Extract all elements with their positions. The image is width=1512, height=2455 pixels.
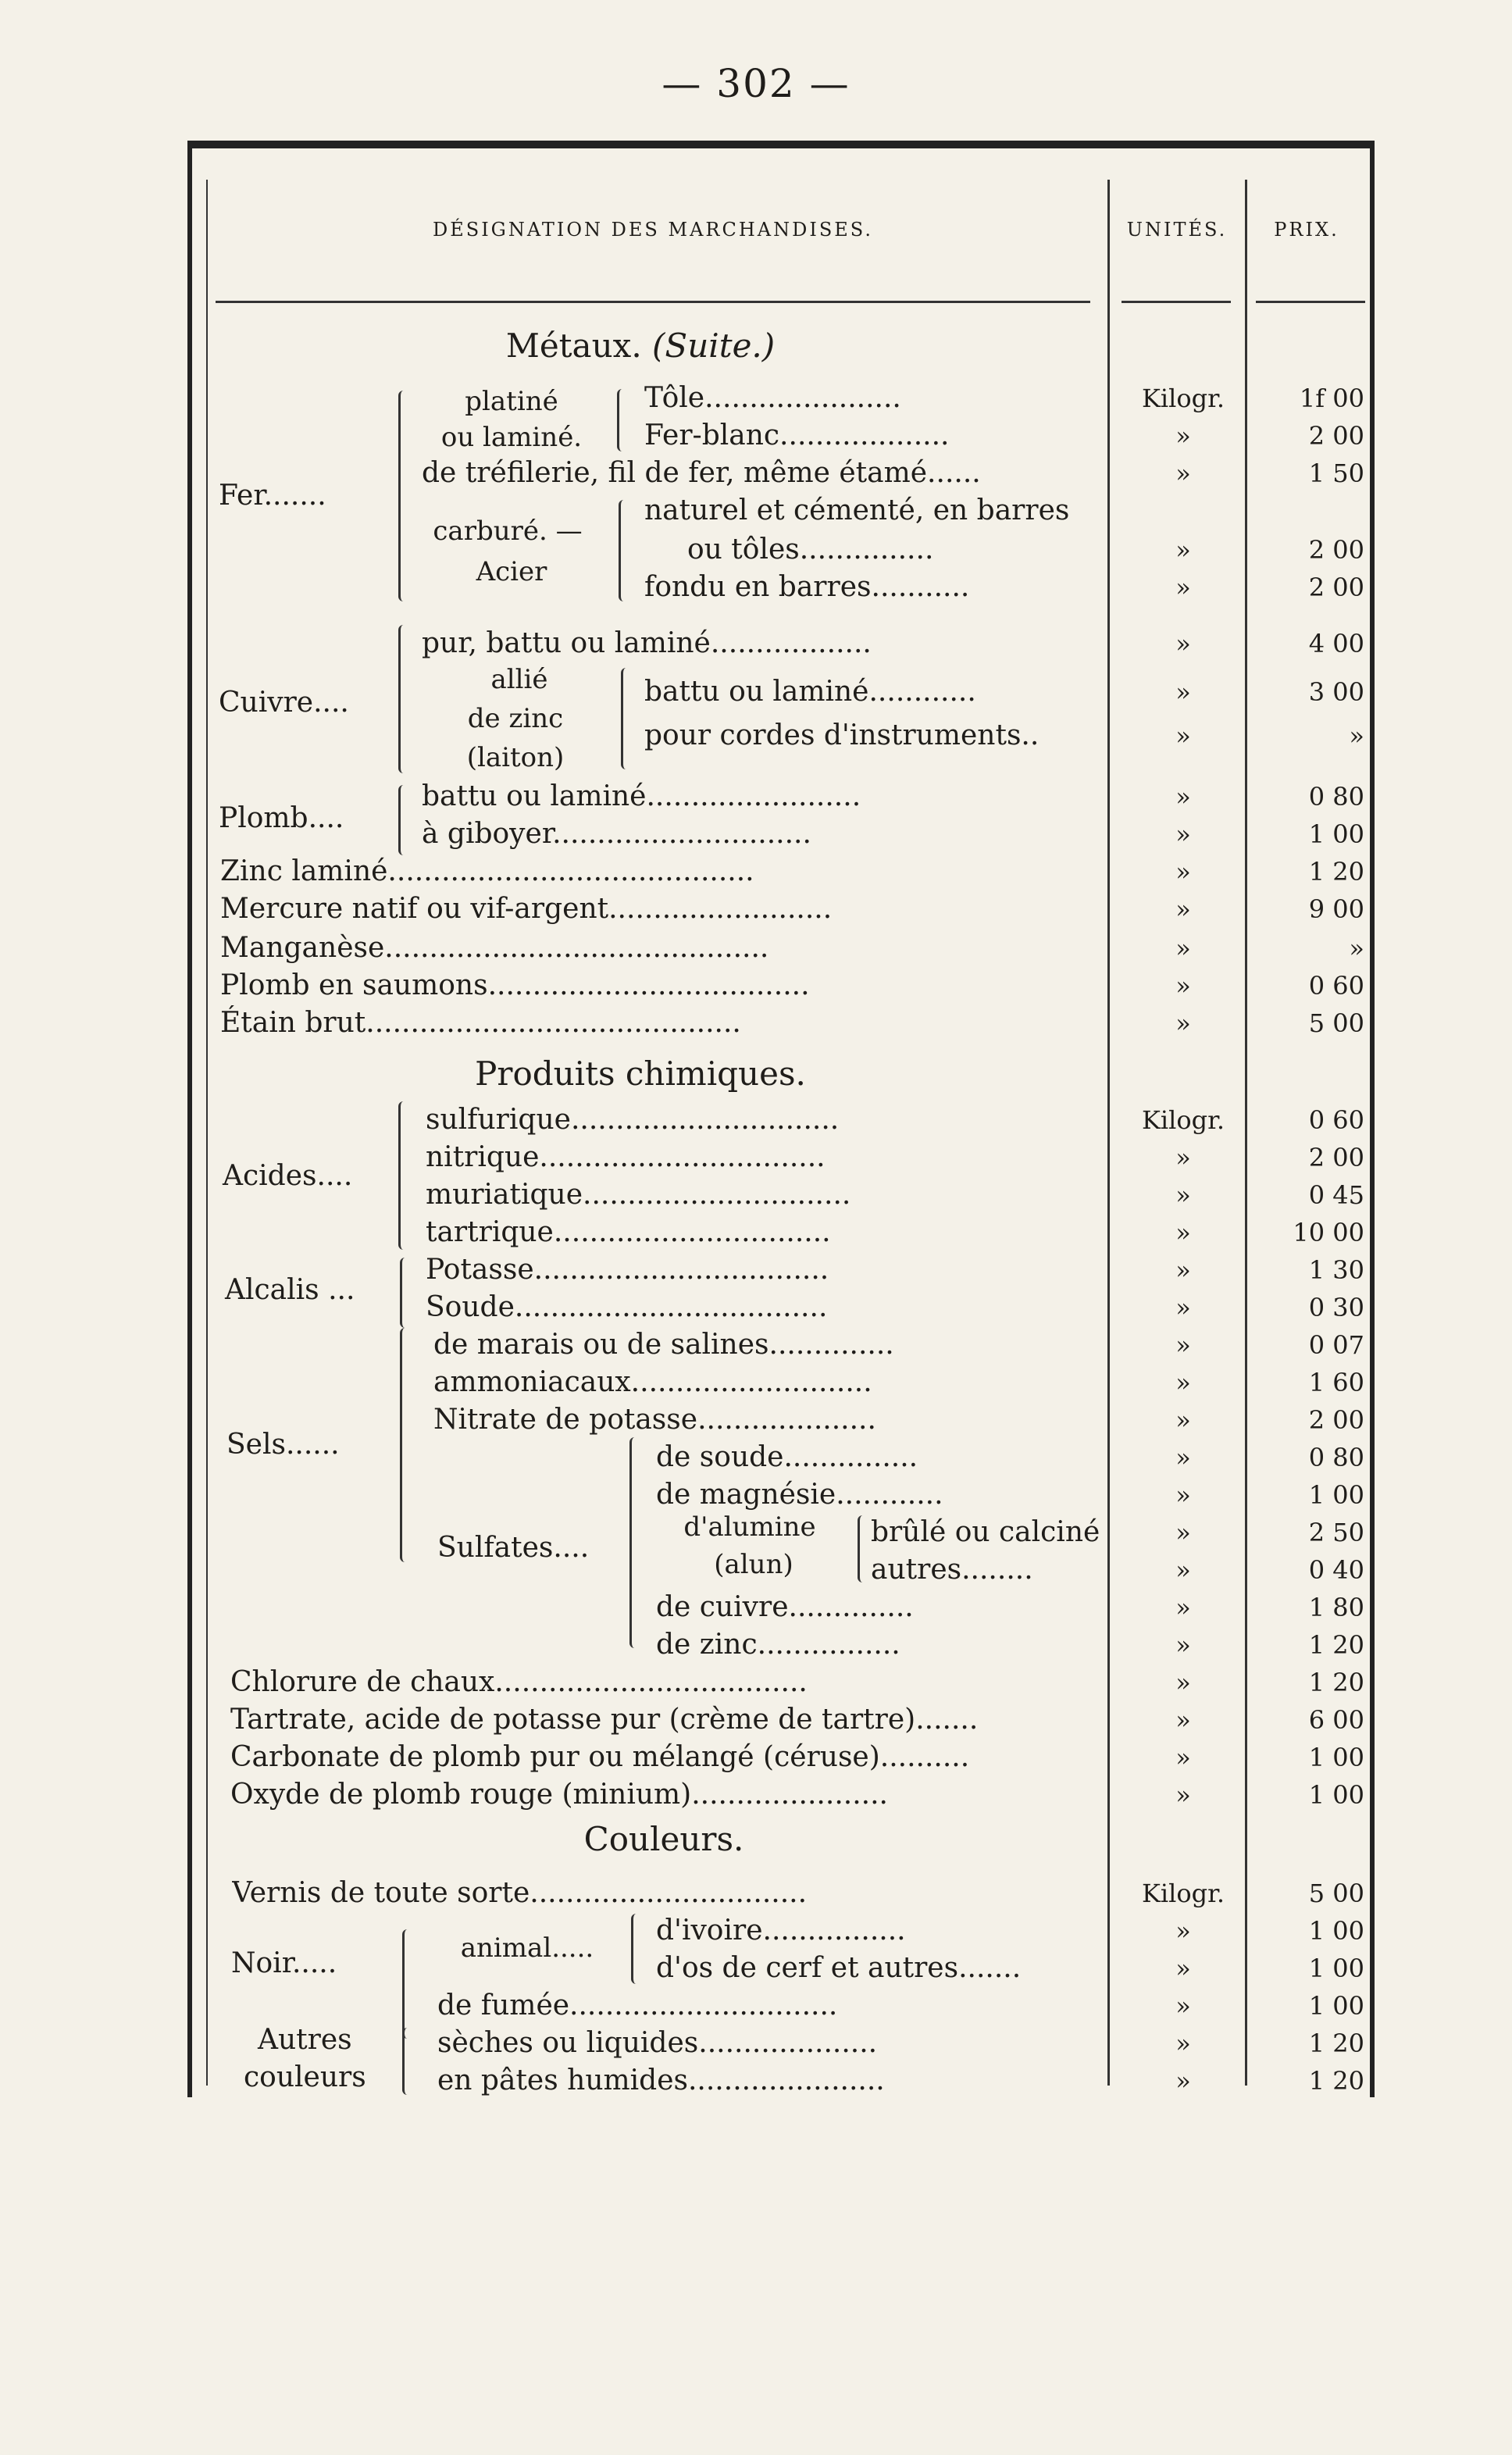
label-carbure: carburé. —: [433, 516, 583, 547]
header-designation: DÉSIGNATION DES MARCHANDISES.: [433, 219, 873, 241]
label-alumine: d'alumine: [683, 1511, 816, 1543]
row-label: naturel et cémenté, en barres: [644, 494, 1070, 526]
row-label: ou tôles...............: [687, 533, 934, 566]
row-price: 1 20: [1308, 2029, 1364, 2058]
row-label: pur, battu ou laminé..................: [422, 627, 872, 659]
row-label: Potasse.................................: [426, 1254, 829, 1286]
row-unit: »: [1175, 1368, 1191, 1397]
section-metaux-title: Métaux.: [505, 327, 642, 365]
row-label: Vernis de toute sorte...............................: [232, 1877, 808, 1909]
row-price: 1 60: [1308, 1368, 1364, 1397]
table-row: [0, 1364, 1512, 1401]
row-unit: »: [1175, 857, 1191, 887]
table-row: [0, 1626, 1512, 1664]
header-rule-designation: [216, 301, 1090, 303]
row-unit: »: [1175, 1518, 1191, 1547]
row-label: tartrique...............................: [426, 1216, 831, 1248]
table-row: [0, 531, 1512, 569]
row-price: »: [1349, 933, 1364, 963]
row-unit: »: [1175, 1954, 1191, 1983]
row-price: 3 00: [1308, 677, 1364, 707]
row-price: 0 45: [1308, 1180, 1364, 1210]
table-row: [0, 1401, 1512, 1439]
table-row: [0, 1987, 1512, 2025]
row-unit: »: [1175, 629, 1191, 658]
row-label: de marais ou de salines..............: [433, 1329, 894, 1361]
table-row: [0, 815, 1512, 853]
row-price: 0 80: [1308, 1443, 1364, 1472]
table-row: [0, 1004, 1512, 1042]
table-row: [0, 1875, 1512, 1912]
table-row: [0, 1139, 1512, 1176]
row-price: 2 00: [1308, 573, 1364, 602]
row-unit: »: [1175, 1443, 1191, 1472]
row-unit: Kilogr.: [1141, 384, 1225, 413]
table-row: [0, 492, 1512, 530]
row-label: Mercure natif ou vif-argent.........................: [220, 893, 833, 925]
row-price: 9 00: [1308, 894, 1364, 924]
row-price: 1 20: [1308, 1668, 1364, 1697]
row-unit: »: [1175, 2029, 1191, 2058]
row-unit: Kilogr.: [1141, 1105, 1225, 1135]
table-row: [0, 569, 1512, 606]
row-unit: »: [1175, 1705, 1191, 1735]
row-unit: »: [1175, 1743, 1191, 1772]
label-laiton: (laiton): [466, 742, 565, 773]
row-label: de soude...............: [656, 1441, 918, 1473]
row-label: Carbonate de plomb pur ou mélangé (céruse)..........: [230, 1741, 970, 1773]
row-unit: »: [1175, 1593, 1191, 1622]
table-row: [0, 1214, 1512, 1251]
row-unit: »: [1175, 459, 1191, 488]
row-unit: »: [1175, 535, 1191, 565]
row-price: 1 50: [1308, 459, 1364, 488]
table-row: [0, 778, 1512, 815]
row-label: brûlé ou calciné: [871, 1516, 1100, 1548]
section-title-couleurs: Couleurs.: [583, 1820, 744, 1858]
group-cuivre: Cuivre....: [219, 687, 349, 719]
row-label: battu ou laminé........................: [422, 780, 861, 812]
row-price: 2 00: [1308, 1405, 1364, 1435]
table-row: [0, 625, 1512, 662]
table-row: [0, 673, 1512, 711]
row-label: d'ivoire................: [656, 1914, 906, 1947]
row-price: 1 00: [1308, 1954, 1364, 1983]
row-price: 0 40: [1308, 1555, 1364, 1585]
row-price: 1 00: [1308, 1991, 1364, 2021]
row-label: Plomb en saumons....................................: [220, 969, 810, 1001]
row-label: à giboyer.............................: [422, 818, 811, 850]
table-row: [0, 1551, 1512, 1589]
row-price: 1 00: [1308, 1780, 1364, 1810]
row-label: de zinc................: [656, 1629, 900, 1661]
section-title-metaux: [406, 327, 875, 365]
row-unit: »: [1175, 421, 1191, 451]
table-row: [0, 1776, 1512, 1814]
section-title-produits: Produits chimiques.: [475, 1054, 806, 1093]
row-unit: »: [1175, 1255, 1191, 1285]
group-acides: Acides....: [223, 1160, 353, 1192]
label-platine: platiné: [465, 386, 558, 417]
table-row: [0, 890, 1512, 928]
row-unit: »: [1175, 1330, 1191, 1360]
row-unit: »: [1175, 782, 1191, 812]
row-price: 0 60: [1308, 1105, 1364, 1135]
row-price: 0 07: [1308, 1330, 1364, 1360]
table-row: [0, 1476, 1512, 1514]
label-alun: (alun): [714, 1549, 793, 1580]
row-price: 1 00: [1308, 1743, 1364, 1772]
row-label: fondu en barres...........: [644, 571, 970, 603]
table-row: [0, 853, 1512, 890]
table-row: [0, 1176, 1512, 1214]
row-price: 1 20: [1308, 2066, 1364, 2096]
table-row: [0, 930, 1512, 967]
table-row: [0, 717, 1512, 755]
label-animal: animal.....: [460, 1932, 594, 1964]
table-row: [0, 2025, 1512, 2062]
row-label: Manganèse...........................................: [220, 932, 769, 964]
table-row: [0, 1739, 1512, 1776]
row-label: sèches ou liquides....................: [437, 2027, 878, 2059]
row-price: 10 00: [1293, 1218, 1364, 1247]
label-allie: allié: [490, 664, 548, 695]
table-row: [0, 1589, 1512, 1626]
row-unit: »: [1175, 1293, 1191, 1322]
group-autres: Autres: [258, 2024, 352, 2056]
row-label: de tréfilerie, fil de fer, même étamé......: [422, 457, 981, 489]
row-price: 2 00: [1308, 1143, 1364, 1172]
row-price: 1 80: [1308, 1593, 1364, 1622]
row-price: 1 20: [1308, 1630, 1364, 1660]
row-label: de magnésie............: [656, 1479, 943, 1511]
row-label: battu ou laminé............: [644, 676, 976, 708]
row-label: Étain brut..........................................: [220, 1007, 741, 1039]
row-unit: Kilogr.: [1141, 1879, 1225, 1908]
label-acier: Acier: [476, 556, 547, 587]
row-label: Soude...................................: [426, 1291, 828, 1323]
label-de-zinc: de zinc: [467, 703, 564, 734]
row-price: 1 00: [1308, 1916, 1364, 1946]
row-price: 5 00: [1308, 1008, 1364, 1038]
row-price: 6 00: [1308, 1705, 1364, 1735]
group-alcalis: Alcalis ...: [225, 1274, 355, 1306]
row-price: 0 80: [1308, 782, 1364, 812]
row-price: 1 00: [1308, 819, 1364, 849]
row-label: Fer-blanc...................: [644, 419, 950, 451]
row-unit: »: [1175, 1008, 1191, 1038]
table-row: [0, 417, 1512, 455]
table-row: [0, 967, 1512, 1004]
row-price: 1 30: [1308, 1255, 1364, 1285]
row-unit: »: [1175, 1991, 1191, 2021]
row-unit: »: [1175, 1218, 1191, 1247]
row-label: Nitrate de potasse....................: [433, 1404, 876, 1436]
page-number: — 302 —: [662, 61, 850, 106]
row-price: 2 50: [1308, 1518, 1364, 1547]
table-row: [0, 1912, 1512, 1950]
row-label: muriatique..............................: [426, 1179, 851, 1211]
row-unit: »: [1175, 1405, 1191, 1435]
row-label: d'os de cerf et autres.......: [656, 1952, 1022, 1984]
row-unit: »: [1175, 677, 1191, 707]
row-unit: »: [1175, 1630, 1191, 1660]
row-price: 1 20: [1308, 857, 1364, 887]
group-fer: Fer.......: [219, 480, 326, 512]
row-label: de fumée..............................: [437, 1989, 838, 2021]
row-label: Tartrate, acide de potasse pur (crème de tartre).......: [230, 1704, 979, 1736]
group-noir: Noir.....: [231, 1947, 337, 1979]
table-row: [0, 1251, 1512, 1289]
table-row: [0, 2062, 1512, 2100]
row-unit: »: [1175, 1480, 1191, 1510]
header-rule-units: [1122, 301, 1231, 303]
table-row: [0, 1514, 1512, 1551]
row-unit: »: [1175, 1780, 1191, 1810]
row-unit: »: [1175, 971, 1191, 1001]
row-unit: »: [1175, 1555, 1191, 1585]
row-price: 2 00: [1308, 535, 1364, 565]
row-label: sulfurique..............................: [426, 1104, 840, 1136]
group-couleurs: couleurs: [244, 2061, 366, 2093]
table-row: [0, 380, 1512, 417]
header-units: UNITÉS.: [1126, 219, 1228, 241]
group-sels: Sels......: [226, 1429, 340, 1461]
row-price: 1f 00: [1299, 384, 1364, 413]
row-price: 0 60: [1308, 971, 1364, 1001]
row-label: autres........: [871, 1554, 1033, 1586]
row-label: nitrique................................: [426, 1141, 826, 1173]
row-unit: »: [1175, 1668, 1191, 1697]
header-rule-price: [1256, 301, 1365, 303]
row-label: ammoniacaux...........................: [433, 1366, 872, 1398]
row-label: Chlorure de chaux...................................: [230, 1666, 808, 1698]
row-label: Zinc laminé.........................................: [220, 855, 754, 887]
row-unit: »: [1175, 573, 1191, 602]
table-row: [0, 1664, 1512, 1701]
row-unit: »: [1175, 819, 1191, 849]
row-unit: »: [1175, 1143, 1191, 1172]
row-label: de cuivre..............: [656, 1591, 914, 1623]
table-row: [0, 1701, 1512, 1739]
table-row: [0, 455, 1512, 492]
row-label: en pâtes humides......................: [437, 2064, 885, 2096]
row-price: 5 00: [1308, 1879, 1364, 1908]
row-unit: »: [1175, 894, 1191, 924]
row-unit: »: [1175, 721, 1191, 751]
table-row: [0, 1326, 1512, 1364]
row-unit: »: [1175, 933, 1191, 963]
row-unit: »: [1175, 1916, 1191, 1946]
row-unit: »: [1175, 1180, 1191, 1210]
section-metaux-suite: (Suite.): [652, 327, 776, 365]
row-price: 1 00: [1308, 1480, 1364, 1510]
table-row: [0, 1101, 1512, 1139]
table-row: [0, 1439, 1512, 1476]
header-price: PRIX.: [1274, 219, 1339, 241]
table-row: [0, 1289, 1512, 1326]
row-price: 0 30: [1308, 1293, 1364, 1322]
group-sulfates: Sulfates....: [437, 1532, 590, 1564]
row-label: Tôle......................: [644, 382, 901, 414]
label-ou-lamine: ou laminé.: [440, 422, 583, 453]
group-plomb: Plomb....: [219, 802, 344, 834]
row-unit: »: [1175, 2066, 1191, 2096]
row-price: 4 00: [1308, 629, 1364, 658]
row-price: 2 00: [1308, 421, 1364, 451]
row-label: Oxyde de plomb rouge (minium)......................: [230, 1779, 888, 1811]
row-price: »: [1349, 721, 1364, 751]
row-label: pour cordes d'instruments..: [644, 719, 1040, 751]
